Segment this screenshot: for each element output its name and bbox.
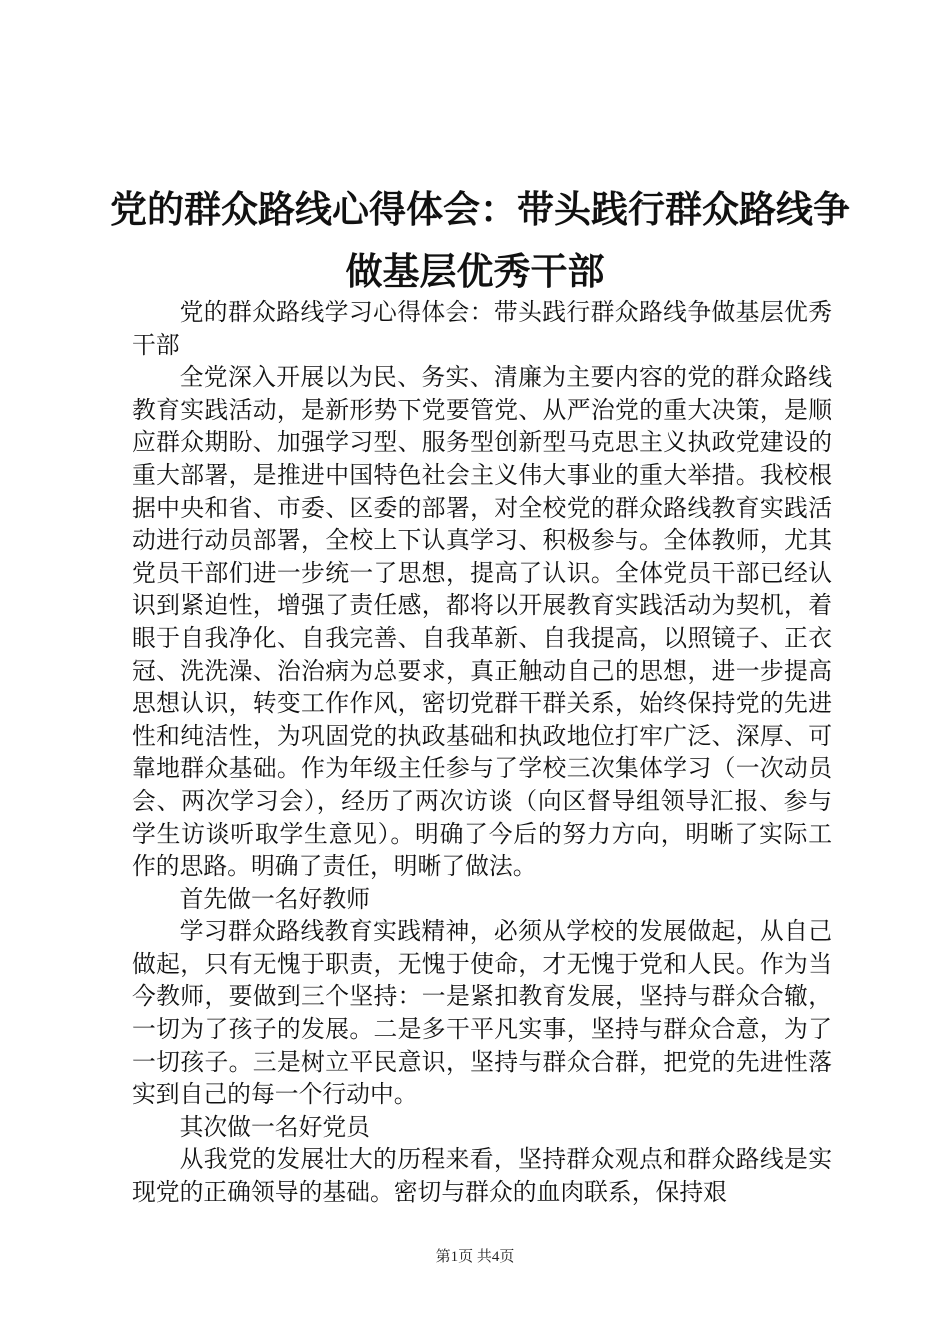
paragraph-teacher: 学习群众路线教育实践精神，必须从学校的发展做起，从自己做起，只有无愧于职责，无愧于使命，才无愧于党和人民。作为当今教师，要做到三个坚持：一是紧扣教育发展，坚持与群众合辙，一切为了孩子的发展。二是多干平凡实事，坚持与群众合意，为了一切孩子。三是树立平民意识，坚持与群众合群，把党的先进性落实到自己的每一个行动中。 [132,917,832,1109]
section-heading-teacher: 首先做一名好教师 [179,884,370,913]
page-number-footer: 第1页 共4页 [435,1249,515,1265]
document-title-line1: 党的群众路线心得体会：带头践行群众路线争 [110,187,850,231]
document-title-line2: 做基层优秀干部 [345,249,605,293]
section-heading-party-member: 其次做一名好党员 [179,1112,370,1141]
document-body [132,296,832,1209]
paragraph-party-member: 从我党的发展壮大的历程来看，坚持群众观点和群众路线是实现党的正确领导的基础。密切与群众的血肉联系，保持艰 [132,1145,832,1207]
paragraph-intro: 全党深入开展以为民、务实、清廉为主要内容的党的群众路线教育实践活动，是新形势下党要管党、从严治党的重大决策，是顺应群众期盼、加强学习型、服务型创新型马克思主义执政党建设的重大部署，是推进中国特色社会主义伟大事业的重大举措。我校根据中央和省、市委、区委的部署，对全校党的群众路线教育实践活动进行动员部署，全校上下认真学习、积极参与。全体教师，尤其党员干部们进一步统一了思想，提高了认识。全体党员干部已经认识到紧迫性，增强了责任感，都将以开展教育实践活动为契机，着眼于自我净化、自我完善、自我革新、自我提高，以照镜子、正衣冠、洗洗澡、治治病为总要求，真正触动自己的思想，进一步提高思想认识，转变工作作风，密切党群干群关系，始终保持党的先进性和纯洁性，为巩固党的执政基础和执政地位打牢广泛、深厚、可靠地群众基础。作为年级主任参与了学校三次集体学习（一次动员会、两次学习会），经历了两次访谈（向区督导组领导汇报、参与学生访谈听取学生意见）。明确了今后的努力方向，明晰了实际工作的思路。明确了责任，明晰了做法。 [132,363,832,881]
paragraph-subtitle: 党的群众路线学习心得体会：带头践行群众路线争做基层优秀干部 [132,298,832,359]
